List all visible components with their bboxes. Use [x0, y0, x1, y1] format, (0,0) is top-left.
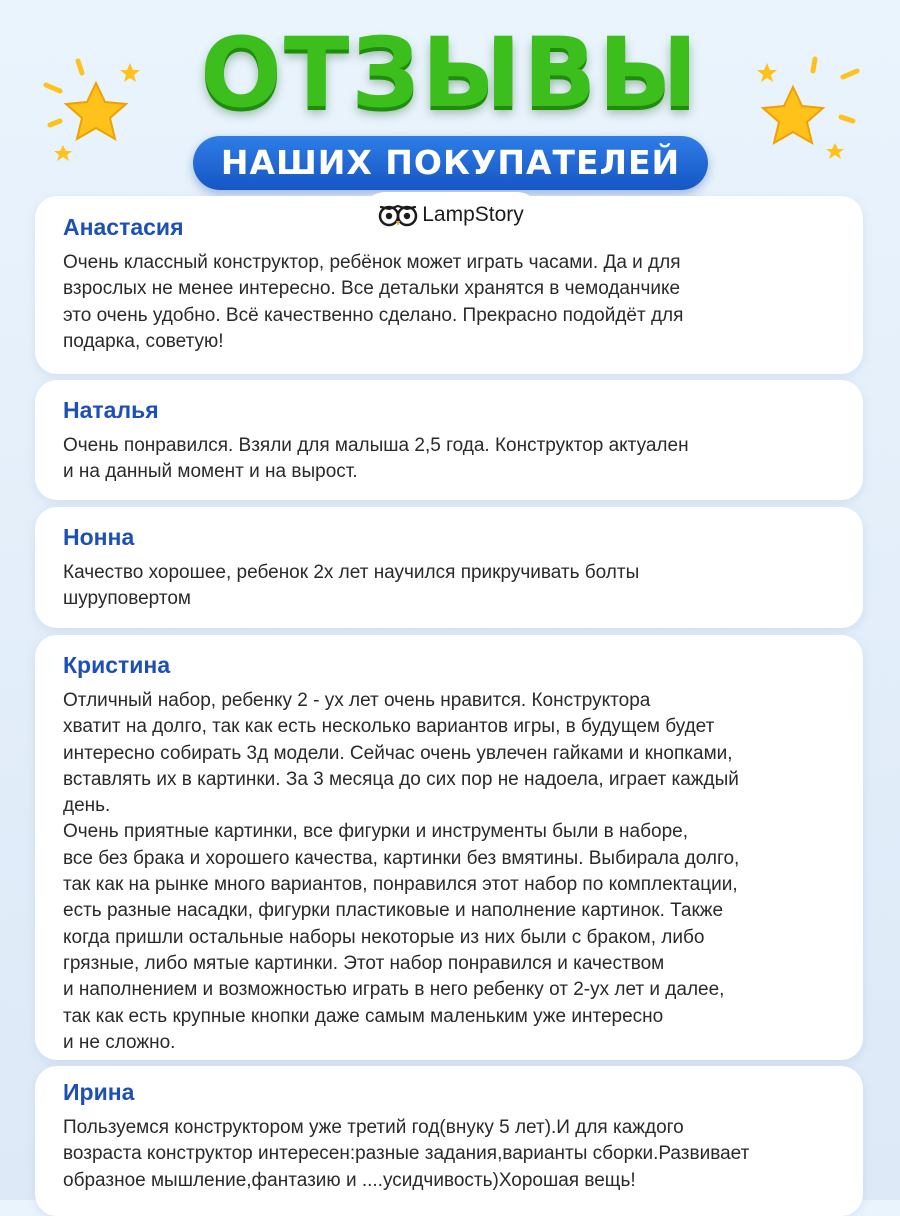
review-text: Очень классный конструктор, ребёнок может играть часами. Да и для взрослых не менее интересно. Все детальки хранятся в чемоданчике это очень удобно. Всё качественно сделано. Прекрасно подойдёт для подарка, советую! — [63, 252, 684, 352]
brand-logo — [362, 192, 540, 238]
review-card — [35, 507, 863, 628]
owl-icon — [378, 201, 418, 229]
reviewer-name: Нонна — [63, 524, 135, 550]
review-text: Качество хорошее, ребенок 2х лет научился прикручивать болты шуруповертом — [63, 562, 640, 610]
reviewer-name: Анастасия — [63, 214, 184, 240]
review-text: Пользуемся конструктором уже третий год(внуку 5 лет).И для каждого возраста конструктор интересен:разные задания,варианты сборки.Развивает образное мышление,фантазию и ....усидчивость)Хорошая вещь! — [63, 1117, 750, 1191]
reviewer-name: Ирина — [63, 1079, 135, 1105]
header — [0, 0, 900, 200]
reviewer-name: Кристина — [63, 652, 171, 678]
review-card — [35, 635, 863, 1060]
review-text: Очень понравился. Взяли для малыша 2,5 года. Конструктор актуален и на данный момент и на вырост. — [63, 435, 689, 483]
page-title: ОТЗЫВЫ — [200, 17, 700, 129]
reviewer-name: Наталья — [63, 397, 159, 423]
subtitle-banner: НАШИХ ПОКУПАТЕЛЕЙ — [193, 136, 708, 190]
review-card — [35, 380, 863, 500]
brand-name: LampStory — [422, 203, 524, 226]
review-text: Отличный набор, ребенку 2 - ух лет очень нравится. Конструктора хватит на долго, так как есть несколько вариантов игры, в будущем будет интересно собирать 3д модели. Сейчас очень увлечен гайками и кнопками, вставлять их в картинки. За 3 месяца до сих пор не надоела, играет каждый день. Очень приятные картинки, все фигурки и инструменты были в наборе, все без брака и хорошего качества, картинки без вмятины. Выбирала долго, так как на рынке много вариантов, понравился этот набор по комплектации, есть разные насадки, фигурки пластиковые и наполнение картинок. Также когда пришли остальные наборы некоторые из них были с браком, либо грязные, либо мятые картинки. Этот набор понравился и качеством и наполнением и возможностью играть в него ребенку от 2-ух лет и далее, так как есть крупные кнопки даже самым маленьким уже интересно и не сложно. — [63, 690, 740, 1053]
review-card — [35, 1066, 863, 1216]
